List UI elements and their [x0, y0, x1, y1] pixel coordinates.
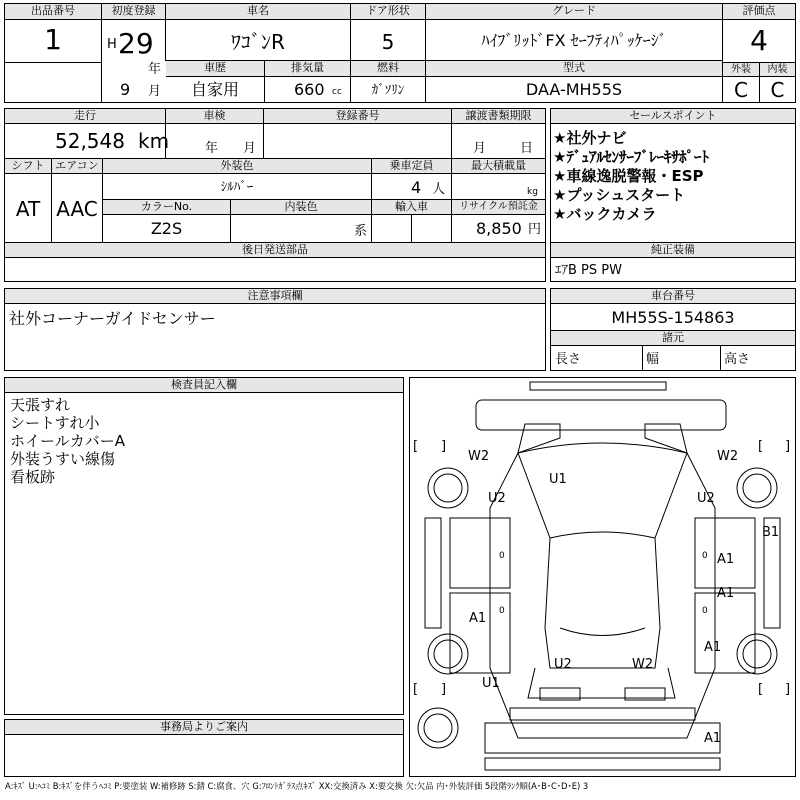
inspector-note: シートすれ小	[10, 414, 100, 432]
car-name: ﾜｺﾞﾝR	[231, 30, 285, 54]
height-label: 高さ	[724, 352, 751, 367]
mark-a1-bumper: A1	[704, 731, 722, 746]
width-label: 幅	[646, 352, 660, 367]
zero-mark: 0	[499, 606, 505, 616]
exterior-grade: C	[734, 78, 748, 102]
sales-points-list	[553, 129, 793, 224]
mark-w2-front-left: W2	[468, 449, 490, 464]
recycle-value: 8,850	[476, 219, 522, 238]
mark-a1-right-1: A1	[717, 552, 735, 567]
mileage-value: 52,548	[55, 129, 125, 153]
zero-mark: 0	[499, 551, 505, 561]
sales-point: ★社外ナビ	[553, 129, 627, 147]
capacity-value: 4	[411, 178, 422, 197]
mileage-unit: km	[138, 129, 170, 153]
office-label: 事務局よりご案内	[5, 720, 403, 735]
year-unit: 年	[148, 62, 162, 77]
grade-label: グレード	[426, 4, 722, 20]
mark-u2-rear: U2	[554, 657, 572, 672]
inspection-label: 車検	[166, 109, 263, 124]
door-value: 5	[381, 30, 395, 54]
capacity-unit: 人	[432, 182, 446, 197]
fuel-value: ｶﾞｿﾘﾝ	[371, 83, 405, 98]
caution-label: 注意事項欄	[5, 289, 545, 304]
mark-u2-front-right: U2	[697, 491, 715, 506]
first-reg-label: 初度登録	[102, 4, 165, 20]
interior-color-unit: 系	[354, 224, 368, 239]
first-reg-month: 9	[120, 80, 131, 99]
bracket: ]	[441, 682, 447, 697]
load-unit: kg	[527, 187, 538, 197]
zero-mark: 0	[702, 551, 708, 561]
exterior-label: 外装	[723, 63, 759, 77]
mark-a1-right-2: A1	[717, 586, 735, 601]
grade-value: ﾊｲﾌﾞﾘｯﾄﾞFX ｾｰﾌﾃｨﾊﾟｯｹｰｼﾞ	[481, 31, 667, 50]
bracket: ]	[785, 439, 791, 454]
door-label: ドア形状	[351, 4, 425, 20]
capacity-label: 乗車定員	[372, 159, 451, 174]
sales-points-label: セールスポイント	[551, 109, 795, 124]
dims-label: 諸元	[551, 331, 795, 346]
inspector-note: 天張すれ	[10, 396, 71, 414]
bracket: [	[413, 682, 419, 697]
history-value: 自家用	[190, 80, 239, 99]
plate-label: 登録番号	[264, 109, 451, 124]
transfer-day-unit: 日	[520, 141, 534, 156]
model-value: DAA-MH55S	[525, 80, 623, 99]
mark-a1-left: A1	[469, 611, 487, 626]
mark-u2-front-left: U2	[488, 491, 506, 506]
length-label: 長さ	[555, 352, 582, 367]
shift-value: AT	[15, 197, 41, 221]
mark-b1: B1	[762, 525, 780, 540]
import-label: 輸入車	[372, 200, 451, 215]
mark-u1-hood: U1	[549, 472, 567, 487]
inspection-year-unit: 年	[205, 141, 219, 156]
equipment-label: 純正装備	[551, 243, 795, 258]
month-unit: 月	[148, 84, 162, 99]
shift-label: シフト	[5, 159, 51, 174]
inspection-month-unit: 月	[243, 141, 257, 156]
recycle-unit: 円	[528, 222, 542, 237]
chassis-number: MH55S-154863	[611, 308, 735, 327]
bracket: [	[758, 682, 764, 697]
interior-grade: C	[770, 78, 785, 102]
damage-diagram-box	[409, 377, 796, 777]
inspector-label: 検査員記入欄	[5, 378, 403, 393]
color-no-value: Z2S	[150, 219, 183, 238]
fuel-label: 燃料	[351, 61, 425, 77]
mileage-label: 走行	[5, 109, 165, 124]
color-label: 外装色	[103, 159, 371, 174]
sales-point: ★ﾃﾞｭｱﾙｾﾝｻｰﾌﾞﾚｰｷｻﾎﾟｰﾄ	[553, 148, 709, 166]
ac-value: AAC	[56, 197, 98, 221]
bracket: [	[758, 439, 764, 454]
displacement-value: 660	[294, 80, 325, 99]
color-no-label: カラーNo.	[103, 200, 230, 215]
legend-text: A:ｷｽﾞ U:ﾍｺﾐ B:ｷｽﾞを伴うﾍｺﾐ P:要塗装 W:補修跡 S:錆 C:腐食、穴 G:ﾌﾛﾝﾄｶﾞﾗｽ点ｷｽﾞ XX:交換済み X:要交換 欠:欠品 内･外装評価 5段階ﾗﾝｸ順(A･B･C･D･E) 3	[5, 781, 589, 791]
inspector-note: 看板跡	[10, 468, 56, 486]
first-reg-year: 29	[118, 27, 154, 60]
history-label: 車歴	[166, 61, 264, 77]
car-name-label: 車名	[166, 4, 350, 20]
displacement-unit: cc	[332, 87, 342, 97]
bracket: ]	[441, 439, 447, 454]
score-value: 4	[750, 24, 768, 57]
inspector-note: 外装うすい線傷	[10, 450, 116, 468]
chassis-label: 車台番号	[551, 289, 795, 304]
lot-label: 出品番号	[5, 4, 101, 20]
mark-w2-rear: W2	[632, 657, 654, 672]
displacement-label: 排気量	[265, 61, 350, 77]
transfer-month-unit: 月	[473, 141, 487, 156]
sales-point: ★バックカメラ	[553, 205, 657, 223]
mark-a1-rear-right: A1	[704, 640, 722, 655]
caution-value: 社外コーナーガイドセンサー	[9, 309, 216, 328]
inspector-note: ホイールカバーA	[10, 432, 125, 450]
transfer-label: 譲渡書類期限	[452, 109, 545, 124]
lot-number: 1	[44, 23, 62, 56]
interior-label: 内装	[760, 63, 795, 77]
era: H	[107, 37, 117, 52]
car-outline-diagram	[410, 378, 795, 776]
mark-w2-front-right: W2	[717, 449, 739, 464]
zero-mark: 0	[702, 606, 708, 616]
color-value: ｼﾙﾊﾞｰ	[220, 180, 254, 195]
recycle-label: リサイクル預託金	[452, 200, 545, 215]
bracket: ]	[785, 682, 791, 697]
interior-color-label: 内装色	[231, 200, 371, 215]
bracket: [	[413, 439, 419, 454]
score-label: 評価点	[723, 4, 795, 20]
ac-label: エアコン	[52, 159, 102, 174]
later-parts-label: 後日発送部品	[5, 243, 545, 258]
mark-u1-rear-left: U1	[482, 676, 500, 691]
model-label: 型式	[426, 61, 722, 77]
equipment-value: ｴｱB PS PW	[555, 263, 622, 278]
load-label: 最大積載量	[452, 159, 545, 174]
sales-point: ★プッシュスタート	[553, 186, 686, 204]
sales-point: ★車線逸脱警報・ESP	[553, 167, 704, 185]
inspector-notes	[10, 396, 390, 486]
